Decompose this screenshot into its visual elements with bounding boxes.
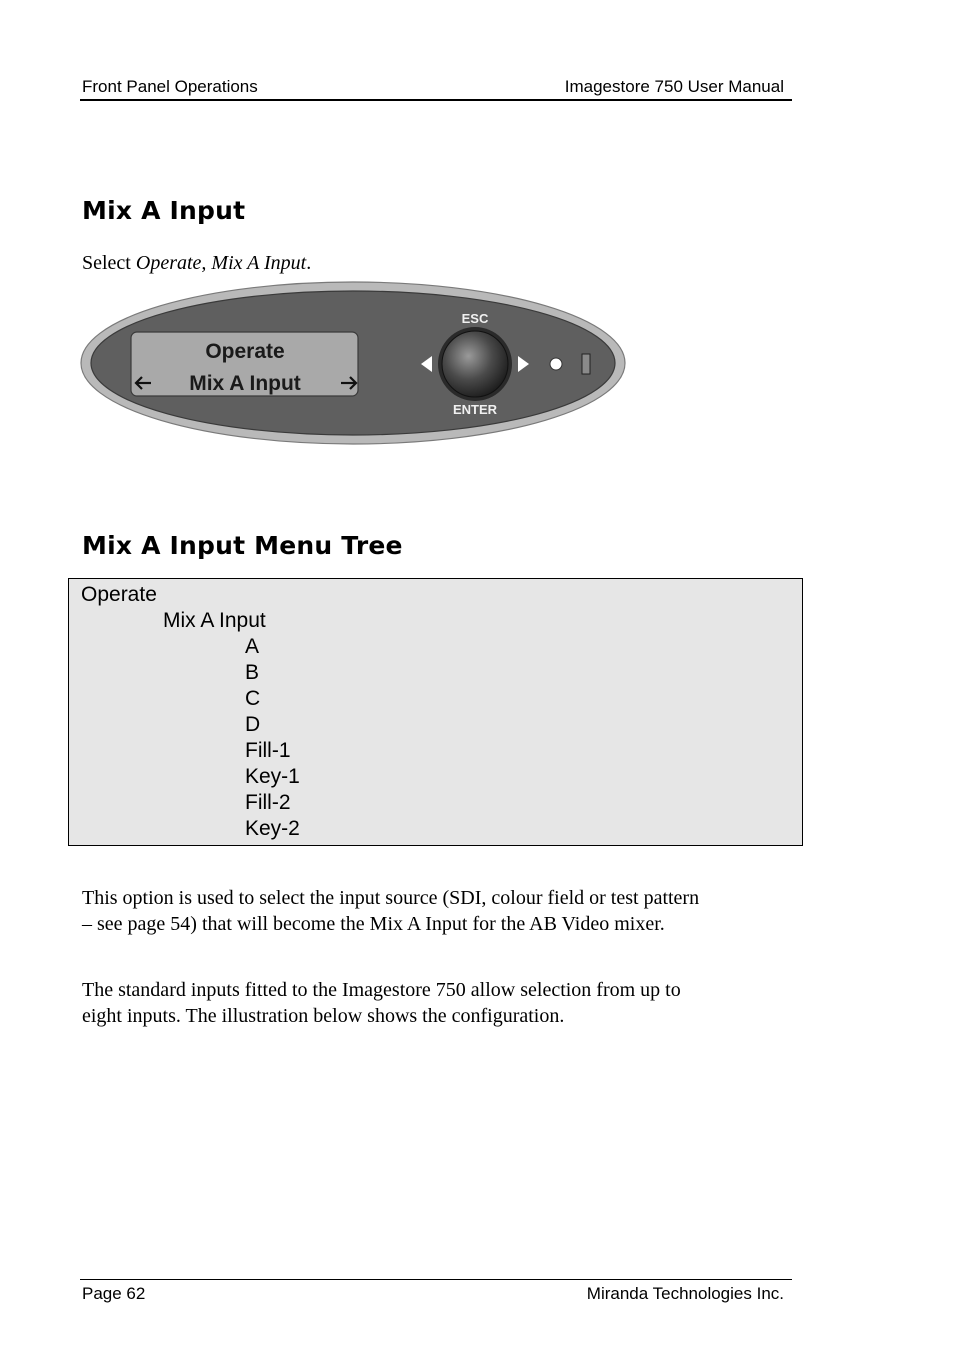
tree-leaf: B	[245, 661, 260, 684]
tree-leaf: Key-2	[245, 817, 300, 840]
footer-company: Miranda Technologies Inc.	[586, 1284, 784, 1303]
description-paragraph: This option is used to select the input source (SDI, colour field or test pattern – see page 54) that will become the Mix A Input for the AB Video mixer.	[82, 887, 700, 935]
front-panel-illustration	[80, 280, 626, 448]
page-footer	[80, 1279, 792, 1306]
menu-tree-box	[68, 578, 803, 846]
tree-leaf: Fill-1	[245, 739, 291, 762]
tree-child: Mix A Input	[163, 609, 266, 632]
instruction-menu-path: Operate, Mix A Input	[135, 252, 307, 274]
tree-leaf: Fill-2	[245, 791, 291, 814]
header-manual-title: Imagestore 750 User Manual	[564, 77, 784, 96]
section-heading-mix-a-input: Mix A Input	[82, 196, 246, 225]
page-number: Page 62	[82, 1284, 146, 1303]
instruction-text: Select Operate, Mix A Input.	[82, 252, 312, 274]
lcd-line-2: Mix A Input	[189, 372, 301, 395]
front-panel-svg	[80, 280, 626, 448]
esc-enter-knob[interactable]	[442, 331, 508, 397]
tree-leaf: Key-1	[245, 765, 300, 788]
lcd-line-1: Operate	[205, 340, 285, 363]
status-led-icon	[550, 358, 562, 370]
section-heading-menu-tree: Mix A Input Menu Tree	[82, 531, 403, 560]
tree-leaf: D	[245, 713, 261, 736]
indicator-slot-icon	[582, 354, 590, 374]
page-header	[80, 77, 792, 101]
header-section-title: Front Panel Operations	[82, 77, 258, 96]
configuration-paragraph: The standard inputs fitted to the Imagestore 750 allow selection from up to eight inputs. The illustration below shows the configuration.	[82, 979, 681, 1027]
tree-root: Operate	[81, 583, 157, 606]
esc-label: ESC	[461, 311, 489, 326]
enter-label: ENTER	[452, 402, 498, 417]
tree-leaf: C	[245, 687, 261, 710]
tree-leaf: A	[245, 635, 260, 658]
